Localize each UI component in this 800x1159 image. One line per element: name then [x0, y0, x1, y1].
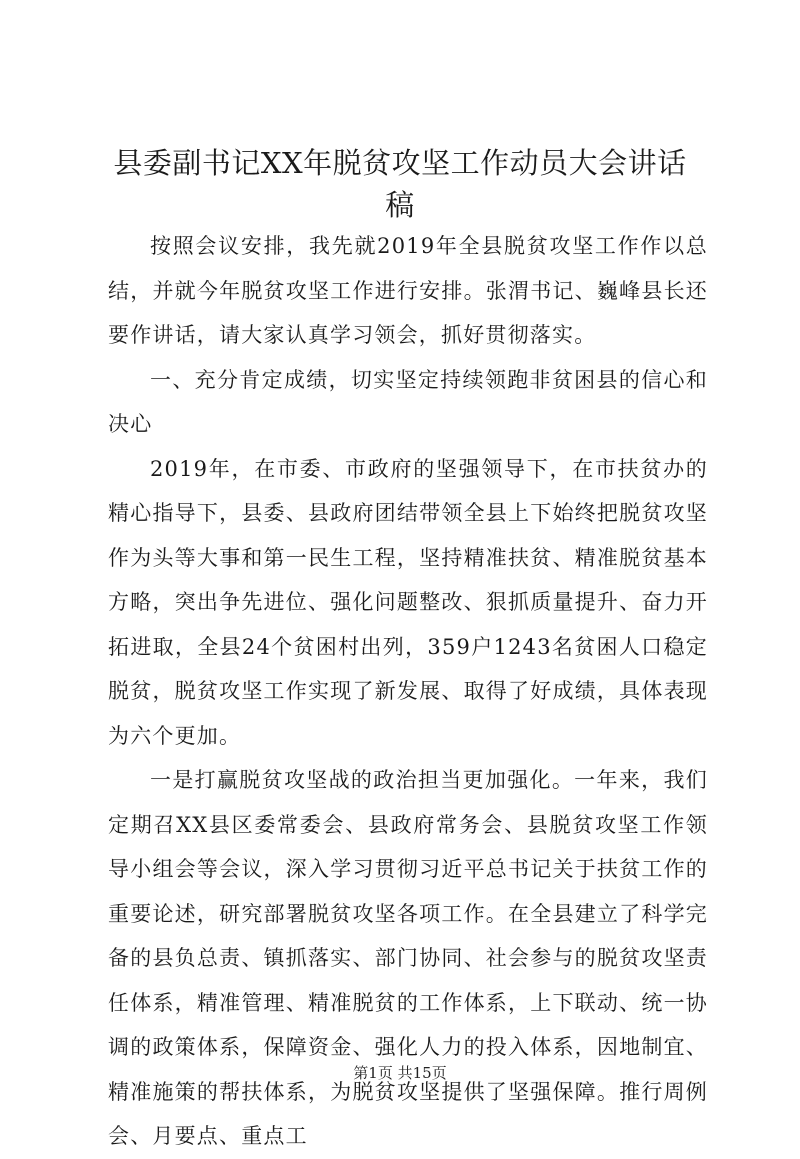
paragraph-achievements: 2019年，在市委、市政府的坚强领导下，在市扶贫办的精心指导下，县委、县政府团结带领全县上下始终把脱贫攻坚作为头等大事和第一民生工程，坚持精准扶贫、精准脱贫基本方略，突出争先进位、强化问题整改、狠抓质量提升、奋力开拓进取，全县24个贫困村出列，359户1243名贫困人口稳定脱贫，脱贫攻坚工作实现了新发展、取得了好成绩，具体表现为六个更加。	[108, 456, 708, 748]
document-title: 县委副书记XX年脱贫攻坚工作动员大会讲话稿	[113, 146, 687, 222]
paragraph-political-responsibility: 一是打赢脱贫攻坚战的政治担当更加强化。一年来，我们定期召XX县区委常委会、县政府常务会、县脱贫攻坚工作领导小组会等会议，深入学习贯彻习近平总书记关于扶贫工作的重要论述，研究部署脱贫攻坚各项工作。在全县建立了科学完备的县负总责、镇抓落实、部门协同、社会参与的脱贫攻坚责任体系，精准管理、精准脱贫的工作体系，上下联动、统一协调的政策体系，保障资金、强化人力的投入体系，因地制宜、精准施策的帮扶体系，为脱贫攻坚提供了坚强保障。推行周例会、月要点、重点工	[108, 768, 708, 1148]
section-heading: 一、充分肯定成绩，切实坚定持续领跑非贫困县的信心和决心	[108, 367, 708, 436]
document-body	[108, 224, 708, 1159]
page-number: 第1页 共15页	[353, 1064, 447, 1082]
paragraph-intro: 按照会议安排，我先就2019年全县脱贫攻坚工作作以总结，并就今年脱贫攻坚工作进行安排。张渭书记、巍峰县长还要作讲话，请大家认真学习领会，抓好贯彻落实。	[108, 234, 708, 347]
